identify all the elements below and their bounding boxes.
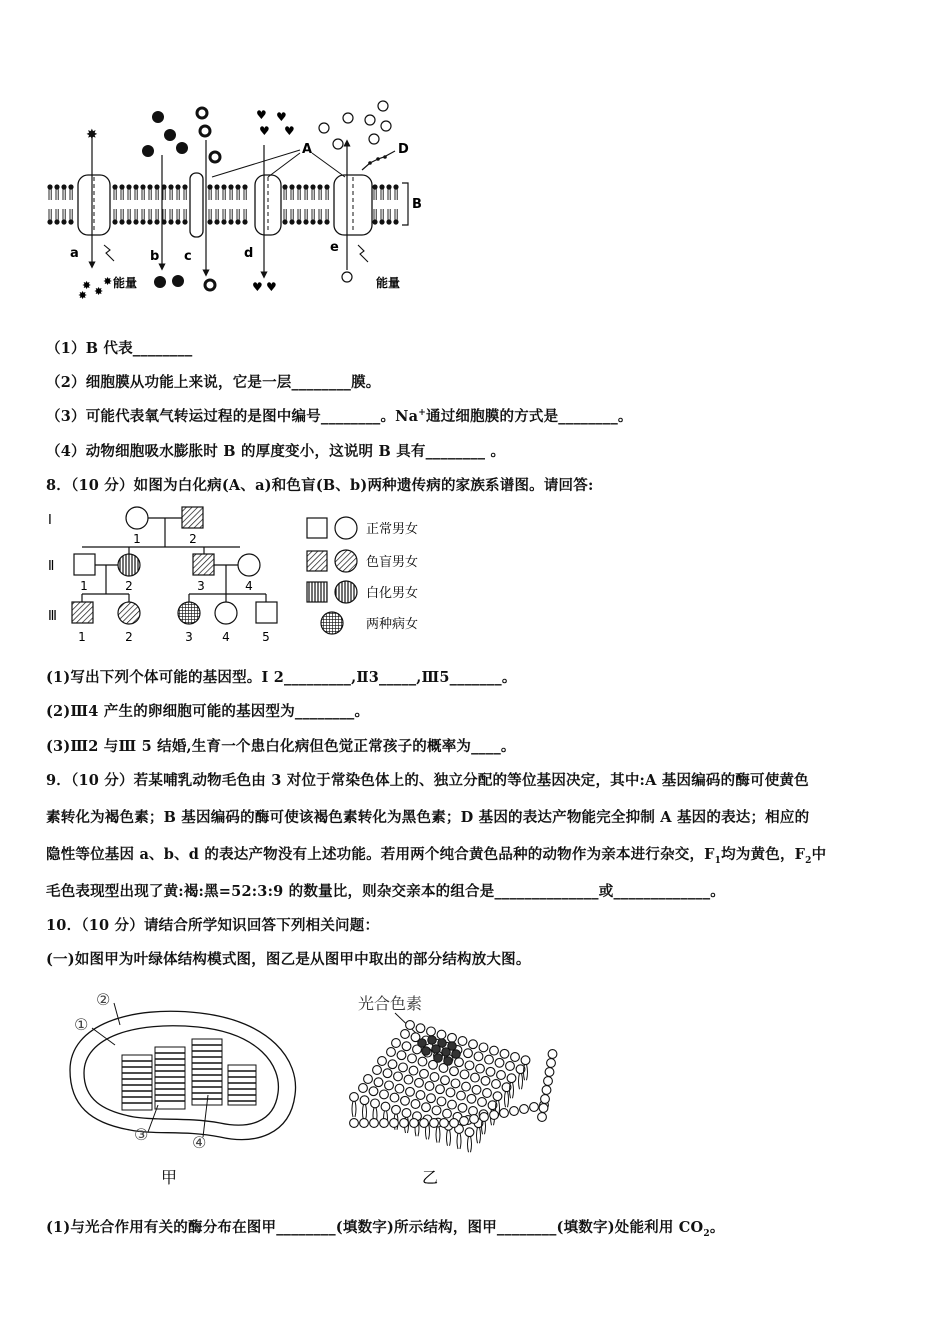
label-b: b bbox=[150, 249, 160, 264]
label-B: B bbox=[412, 197, 422, 212]
label-d: d bbox=[244, 246, 254, 261]
svg-text:♥: ♥ bbox=[266, 280, 277, 294]
q10-sub1: (1)与光合作用有关的酶分布在图甲________(填数字)所示结构，图甲________(填数字)处能利用 $CO_2$。 bbox=[46, 1219, 725, 1239]
label-D: D bbox=[398, 142, 409, 157]
q10-title: 10．（10 分）请结合所学知识回答下列相关问题： bbox=[46, 917, 380, 934]
caption-yi: 乙 bbox=[422, 1168, 439, 1187]
q7-sub3: （3）可能代表氧气转运过程的是图中编号________。Na+通过细胞膜的方式是________。 bbox=[46, 408, 633, 425]
energy-label-left: 能量 bbox=[113, 276, 138, 290]
marker-2: ② bbox=[96, 990, 111, 1009]
label-a: a bbox=[70, 246, 79, 261]
q8-sub2: (2)Ⅲ4 产生的卵细胞可能的基因型为________。 bbox=[46, 703, 370, 720]
svg-text:♥: ♥ bbox=[256, 108, 267, 122]
svg-text:♥: ♥ bbox=[284, 124, 295, 138]
gen3-num-2: 2 bbox=[125, 630, 133, 644]
svg-text:♥: ♥ bbox=[259, 124, 270, 138]
gen-label-3: Ⅲ bbox=[48, 609, 57, 624]
svg-text:♥: ♥ bbox=[252, 280, 263, 294]
gen2-num-3: 3 bbox=[197, 579, 205, 593]
q10-part1: (一)如图甲为叶绿体结构模式图，图乙是从图甲中取出的部分结构放大图。 bbox=[46, 951, 531, 968]
gen2-num-1: 1 bbox=[80, 579, 88, 593]
label-e: e bbox=[330, 240, 339, 255]
q8-sub1: (1)写出下列个体可能的基因型。Ⅰ 2_________,Ⅱ3_____,Ⅲ5_______。 bbox=[46, 669, 517, 686]
q8-sub3: (3)Ⅲ2 与Ⅲ 5 结婚,生育一个患白化病但色觉正常孩子的概率为____。 bbox=[46, 738, 516, 755]
q9-line1: 9．（10 分）若某哺乳动物毛色由 3 对位于常染色体上的、独立分配的等位基因决定，其中:A 基因编码的酶可使黄色 bbox=[46, 772, 809, 789]
gen3-num-5: 5 bbox=[262, 630, 270, 644]
gen3-num-1: 1 bbox=[78, 630, 86, 644]
membrane-transport-figure bbox=[40, 95, 430, 305]
svg-text:✸: ✸ bbox=[82, 279, 92, 292]
legend-colorblind: 色盲男女 bbox=[366, 555, 419, 570]
label-pigment: 光合色素 bbox=[358, 994, 423, 1013]
marker-1: ① bbox=[74, 1015, 89, 1034]
marker-4: ④ bbox=[192, 1133, 207, 1152]
gen1-num-1: 1 bbox=[133, 532, 141, 546]
legend-normal: 正常男女 bbox=[366, 522, 419, 537]
q9-line2: 素转化为褐色素；B 基因编码的酶可使该褐色素转化为黑色素；D 基因的表达产物能完全抑制 A 基因的表达；相应的 bbox=[46, 809, 810, 826]
membrane-proteins bbox=[78, 173, 372, 237]
marker-3: ③ bbox=[134, 1125, 149, 1144]
svg-text:✸: ✸ bbox=[86, 127, 98, 143]
svg-text:♥: ♥ bbox=[276, 110, 287, 124]
energy-label-right: 能量 bbox=[376, 276, 401, 290]
legend-both: 两种病女 bbox=[366, 617, 419, 632]
gen3-num-4: 4 bbox=[222, 630, 230, 644]
q8-title: 8．（10 分）如图为白化病(A、a)和色盲(B、b)两种遗传病的家族系谱图。请回答: bbox=[46, 477, 594, 494]
caption-jia: 甲 bbox=[161, 1168, 178, 1187]
chloroplast-figure bbox=[60, 985, 310, 1195]
pedigree-chart bbox=[44, 502, 444, 647]
q9-line3: 隐性等位基因 a、b、d 的表达产物没有上述功能。若用两个纯合黄色品种的动物作为亲本进行杂交，$F_1$均为黄色，$F_2$中 bbox=[46, 846, 827, 866]
q9-line4: 毛色表现型出现了黄:褐:黑=52:3:9 的数量比，则杂交亲本的组合是______________或_____________。 bbox=[46, 883, 726, 900]
gen-label-1: Ⅰ bbox=[48, 513, 52, 528]
gen-label-2: Ⅱ bbox=[48, 559, 55, 574]
gen2-num-4: 4 bbox=[245, 579, 253, 593]
svg-text:✸: ✸ bbox=[94, 285, 104, 298]
label-A: A bbox=[302, 142, 313, 157]
q7-sub1: （1）B 代表________ bbox=[46, 340, 193, 357]
svg-text:✸: ✸ bbox=[78, 289, 88, 302]
gen1-num-2: 2 bbox=[189, 532, 197, 546]
q7-sub2: （2）细胞膜从功能上来说，它是一层________膜。 bbox=[46, 374, 381, 391]
svg-text:✸: ✸ bbox=[103, 275, 113, 288]
thylakoid-membrane-figure bbox=[340, 985, 570, 1195]
legend-albino: 白化男女 bbox=[366, 586, 419, 601]
gen2-num-2: 2 bbox=[125, 579, 133, 593]
label-c: c bbox=[184, 249, 192, 264]
gen3-num-3: 3 bbox=[185, 630, 193, 644]
q7-sub4: （4）动物细胞吸水膨胀时 B 的厚度变小，这说明 B 具有________ 。 bbox=[46, 443, 506, 460]
